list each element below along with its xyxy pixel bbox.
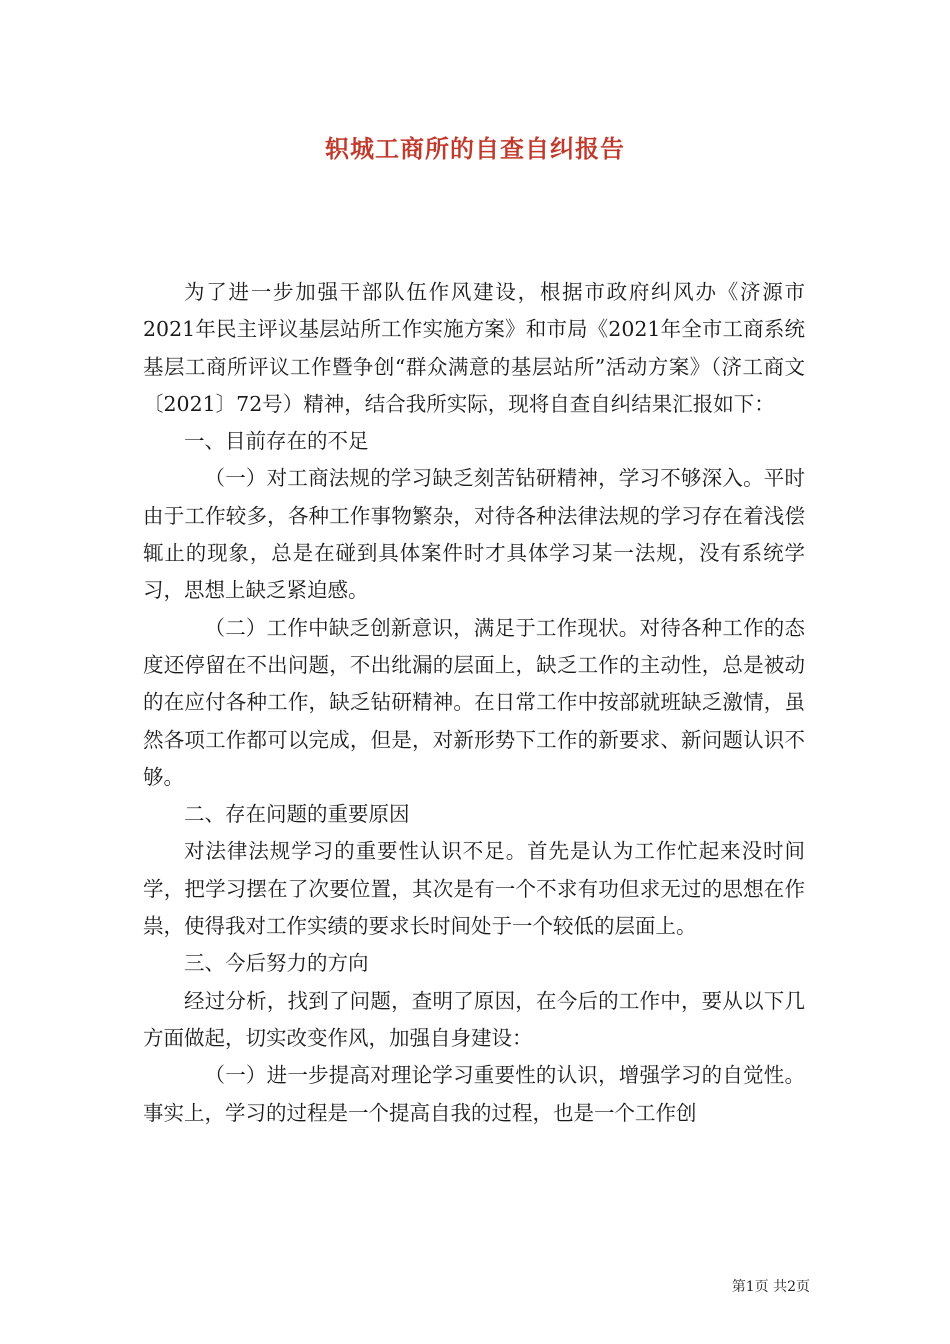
heading-section-2: 二、存在问题的重要原因 <box>184 802 410 827</box>
paragraph-1-1: （一）对工商法规的学习缺乏刻苦钻研精神，学习不够深入。平时由于工作较多，各种工作事物繁杂，对待各种法律法规的学习存在着浅偿辄止的现象，总是在碰到具体案件时才具体学习某一法规，没有系统学习，思想上缺乏紧迫感。 <box>143 466 805 603</box>
paragraph-3: 经过分析，找到了问题，查明了原因，在今后的工作中，要从以下几方面做起，切实改变作风，加强自身建设： <box>143 988 805 1050</box>
heading-section-1: 一、目前存在的不足 <box>184 429 369 454</box>
document-body <box>143 274 805 1132</box>
paragraph-2: 对法律法规学习的重要性认识不足。首先是认为工作忙起来没时间学，把学习摆在了次要位置，其次是有一个不求有功但求无过的思想在作祟，使得我对工作实绩的要求长时间处于一个较低的层面上。 <box>143 839 805 939</box>
document-title: 轵城工商所的自查自纠报告 <box>325 134 625 163</box>
paragraph-1-2: （二）工作中缺乏创新意识，满足于工作现状。对待各种工作的态度还停留在不出问题，不出纰漏的层面上，缺乏工作的主动性，总是被动的在应付各种工作，缺乏钻研精神。在日常工作中按部就班缺乏激情，虽然各项工作都可以完成，但是，对新形势下工作的新要求、新问题认识不够。 <box>143 615 805 789</box>
heading-section-3: 三、今后努力的方向 <box>184 951 369 976</box>
page-number: 第1页 共2页 <box>731 1279 810 1295</box>
paragraph-intro: 为了进一步加强干部队伍作风建设，根据市政府纠风办《济源市2021年民主评议基层站所工作实施方案》和市局《2021年全市工商系统基层工商所评议工作暨争创“群众满意的基层站所”活动方案》（济工商文〔2021〕72号）精神，结合我所实际，现将自查自纠结果汇报如下： <box>143 280 805 416</box>
paragraph-3-1: （一）进一步提高对理论学习重要性的认识，增强学习的自觉性。事实上，学习的过程是一个提高自我的过程，也是一个工作创 <box>143 1063 805 1125</box>
